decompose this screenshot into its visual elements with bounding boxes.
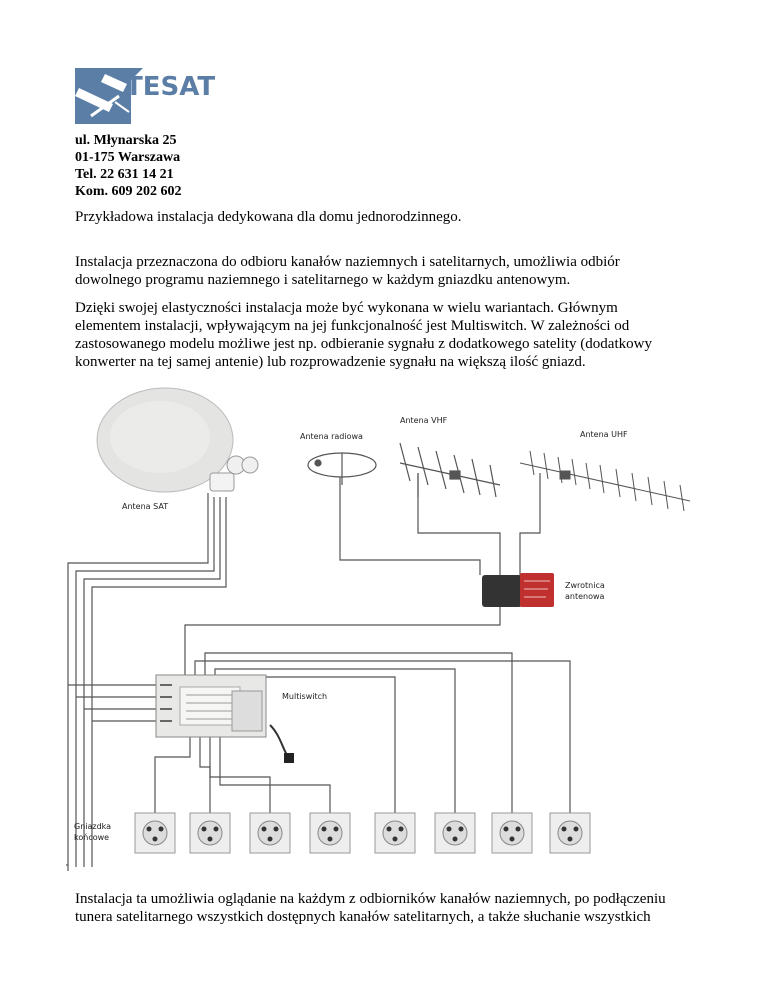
combiner-label-line1: Zwrotnica <box>565 581 605 590</box>
antenna-radio-label: Antena radiowa <box>300 432 363 441</box>
address-mobile: Kom. 609 202 602 <box>75 184 182 199</box>
wall-sockets <box>135 813 590 853</box>
address-phone: Tel. 22 631 14 21 <box>75 167 174 182</box>
satellite-logo-icon <box>73 66 223 128</box>
p3-line-1: Dzięki swojej elastyczności instalacja może być wykonana w wielu wariantach. Głównym <box>75 300 618 316</box>
p3-line-4: konwerter na tej samej antenie) lub rozprowadzenie sygnału na większą ilość gniazd. <box>75 354 586 370</box>
capabilities-paragraph <box>75 890 715 926</box>
flexibility-paragraph <box>75 299 715 371</box>
address-block <box>75 132 182 200</box>
intro-paragraph <box>75 208 715 226</box>
p4-line-2: tunera satelitarnego wszystkich dostępnych kanałów satelitarnych, a także słuchanie wszystkich <box>75 909 651 925</box>
intro-text: Przykładowa instalacja dedykowana dla domu jednorodzinnego. <box>75 209 462 225</box>
radio-antenna-icon <box>308 453 376 485</box>
p2-line-2: dowolnego programu naziemnego i satelitarnego w każdym gniazdku antenowym. <box>75 272 571 288</box>
antenna-uhf-label: Antena UHF <box>580 430 628 439</box>
combiner-label-line2: antenowa <box>565 592 605 601</box>
multiswitch-icon <box>156 675 294 763</box>
sockets-label-line1: Gniazdka <box>74 822 112 831</box>
p3-line-3: zastosowanego modelu możliwe jest np. odbieranie sygnału z dodatkowego satelity (dodatkowy <box>75 336 652 352</box>
sockets-label-line2: końcowe <box>74 833 110 842</box>
satellite-dish-icon <box>97 388 258 492</box>
logo-text: TESAT <box>125 72 216 102</box>
p4-line-1: Instalacja ta umożliwia oglądanie na każdym z odbiorników kanałów naziemnych, po podłączeniu <box>75 891 666 907</box>
antenna-sat-label: Antena SAT <box>122 502 169 511</box>
wall-socket-icon <box>250 813 290 853</box>
wall-socket-icon <box>375 813 415 853</box>
multiswitch-label: Multiswitch <box>282 692 328 701</box>
installation-diagram <box>60 385 700 875</box>
vhf-antenna-icon <box>400 443 500 497</box>
p2-line-1: Instalacja przeznaczona do odbioru kanałów naziemnych i satelitarnych, umożliwia odbiór <box>75 254 620 270</box>
tesat-logo <box>73 66 223 128</box>
wall-socket-icon <box>435 813 475 853</box>
p3-line-2: elementem instalacji, wpływającym na jej funkcjonalność jest Multiswitch. W zależności od <box>75 318 630 334</box>
address-street: ul. Młynarska 25 <box>75 133 177 148</box>
installation-purpose-paragraph <box>75 253 715 289</box>
wall-socket-icon <box>492 813 532 853</box>
wall-socket-icon <box>190 813 230 853</box>
wall-socket-icon <box>310 813 350 853</box>
antenna-vhf-label: Antena VHF <box>400 416 448 425</box>
uhf-antenna-icon <box>520 451 690 511</box>
wall-socket-icon <box>550 813 590 853</box>
wall-socket-icon <box>135 813 175 853</box>
address-city: 01-175 Warszawa <box>75 150 181 165</box>
antenna-combiner-icon <box>482 573 554 607</box>
